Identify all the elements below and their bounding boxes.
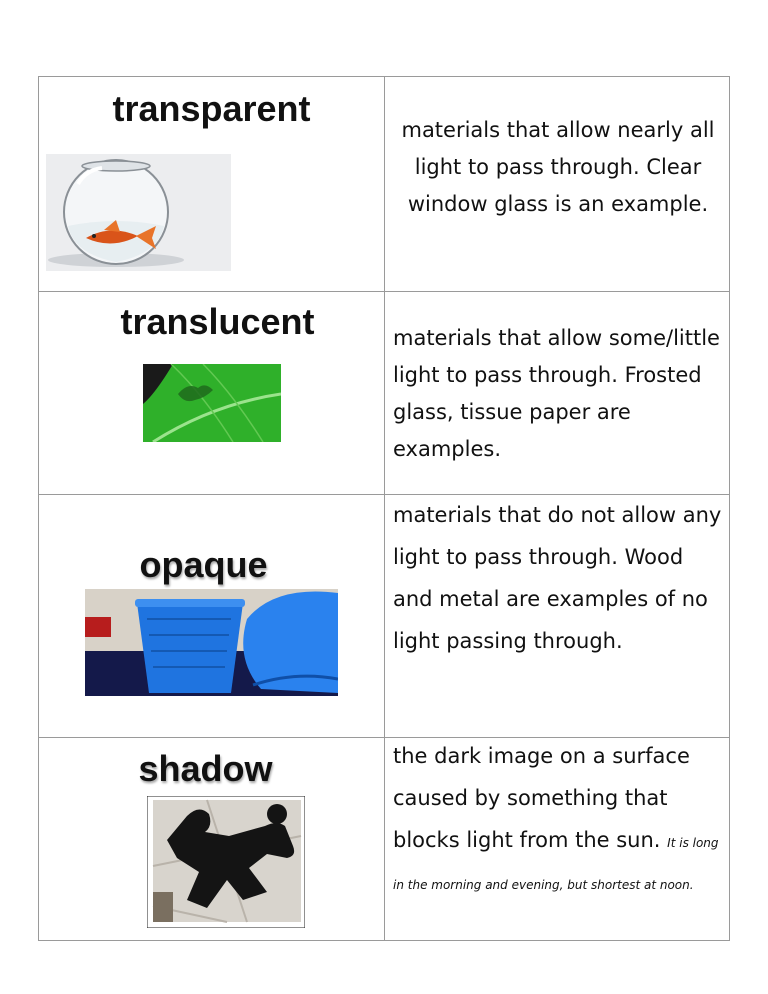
definition-shadow: [393, 735, 723, 903]
table-row: [39, 292, 730, 495]
term-opaque: opaque: [139, 544, 268, 585]
table-row: [39, 77, 730, 292]
definition-shadow-text: the dark image on a surface caused by something that blocks light from the sun.: [393, 744, 690, 852]
table-row: [39, 738, 730, 941]
table-row: [39, 495, 730, 738]
term-cell: [39, 292, 385, 495]
term-cell: [39, 77, 385, 292]
definition-cell: [385, 495, 730, 738]
term-transparent: transparent: [112, 88, 311, 129]
vocabulary-table: [38, 76, 730, 941]
definition-shadow-note: It is long in the morning and evening, but shortest at noon.: [393, 836, 719, 892]
term-shadow: shadow: [138, 748, 273, 789]
shadows-on-pavement-image: [147, 796, 305, 928]
definition-cell: [385, 292, 730, 495]
goldfish-bowl-image: [46, 154, 231, 271]
definition-cell: [385, 738, 730, 941]
term-cell: [39, 738, 385, 941]
green-leaf-image: [143, 364, 281, 442]
term-cell: [39, 495, 385, 738]
definition-cell: [385, 77, 730, 292]
definition-opaque: materials that do not allow any light to pass through. Wood and metal are examples of no light passing through.: [393, 503, 722, 653]
definition-translucent: materials that allow some/little light to pass through. Frosted glass, tissue paper are examples.: [393, 326, 720, 461]
term-translucent: translucent: [120, 301, 315, 342]
definition-transparent: materials that allow nearly all light to pass through. Clear window glass is an example.: [401, 118, 715, 216]
blue-cups-image: [85, 589, 338, 696]
